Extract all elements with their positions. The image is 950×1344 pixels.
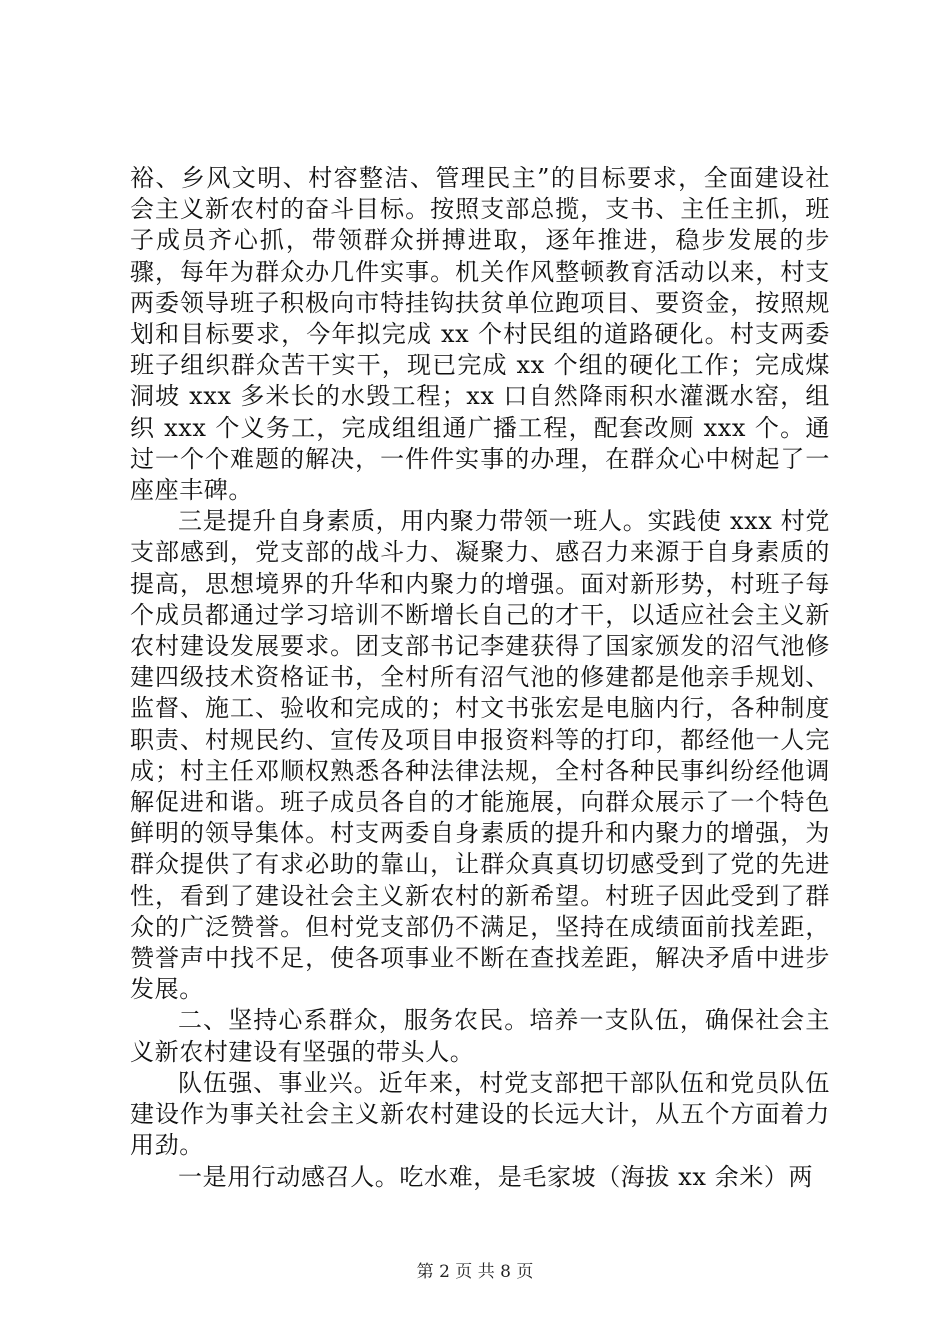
page-number-label: 第 2 页 共 8 页 — [416, 1262, 534, 1282]
paragraph-2: 三是提升自身素质，用内聚力带领一班人。实践使 xxx 村党支部感到，党支部的战斗力、凝聚力、感召力来源于自身素质的提高，思想境界的升华和内聚力的增强。面对新形势，村班子每个成员都通过学习培训不断增长自己的才干，以适应社会主义新农村建设发展要求。团支部书记李建获得了国家颁发的沼气池修建四级技术资格证书，全村所有沼气池的修建都是他亲手规划、监督、施工、验收和完成的；村文书张宏是电脑内行，各种制度职责、村规民约、宣传及项目申报资料等的打印，都经他一人完成；村主任邓顺权熟悉各种法律法规，全村各种民事纠纷经他调解促进和谐。班子成员各自的才能施展，向群众展示了一个特色鲜明的领导集体。村支两委自身素质的提升和内聚力的增强，为群众提供了有求必助的靠山，让群众真真切切感受到了党的先进性，看到了建设社会主义新农村的新希望。村班子因此受到了群众的广泛赞誉。但村党支部仍不满足，坚持在成绩面前找差距，赞誉声中找不足，使各项事业不断在查找差距，解决矛盾中进步发展。 — [130, 507, 830, 1004]
paragraph-4: 队伍强、事业兴。近年来，村党支部把干部队伍和党员队伍建设作为事关社会主义新农村建设的长远大计，从五个方面着力用劲。 — [130, 1068, 830, 1160]
page-footer — [0, 1262, 950, 1282]
paragraph-5: 一是用行动感召人。吃水难，是毛家坡（海拔 xx 余米）两 — [178, 1162, 814, 1191]
paragraph-3: 二、坚持心系群众，服务农民。培养一支队伍，确保社会主义新农村建设有坚强的带头人。 — [130, 1006, 830, 1066]
paragraph-1: 裕、乡风文明、村容整洁、管理民主”的目标要求，全面建设社会主义新农村的奋斗目标。按照支部总揽，支书、主任主抓，班子成员齐心抓，带领群众拼搏进取，逐年推进，稳步发展的步骤，每年为群众办几件实事。机关作风整顿教育活动以来，村支两委领导班子积极向市特挂钩扶贫单位跑项目、要资金，按照规划和目标要求，今年拟完成 xx 个村民组的道路硬化。村支两委班子组织群众苦干实干，现已完成 xx 个组的硬化工作；完成煤洞坡 xxx 多米长的水毁工程；xx 口自然降雨积水灌溉水窑，组织 xxx 个义务工，完成组组通广播工程，配套改厕 xxx 个。通过一个个难题的解决，一件件实事的办理，在群众心中树起了一座座丰碑。 — [130, 164, 830, 505]
document-body — [130, 163, 830, 1193]
